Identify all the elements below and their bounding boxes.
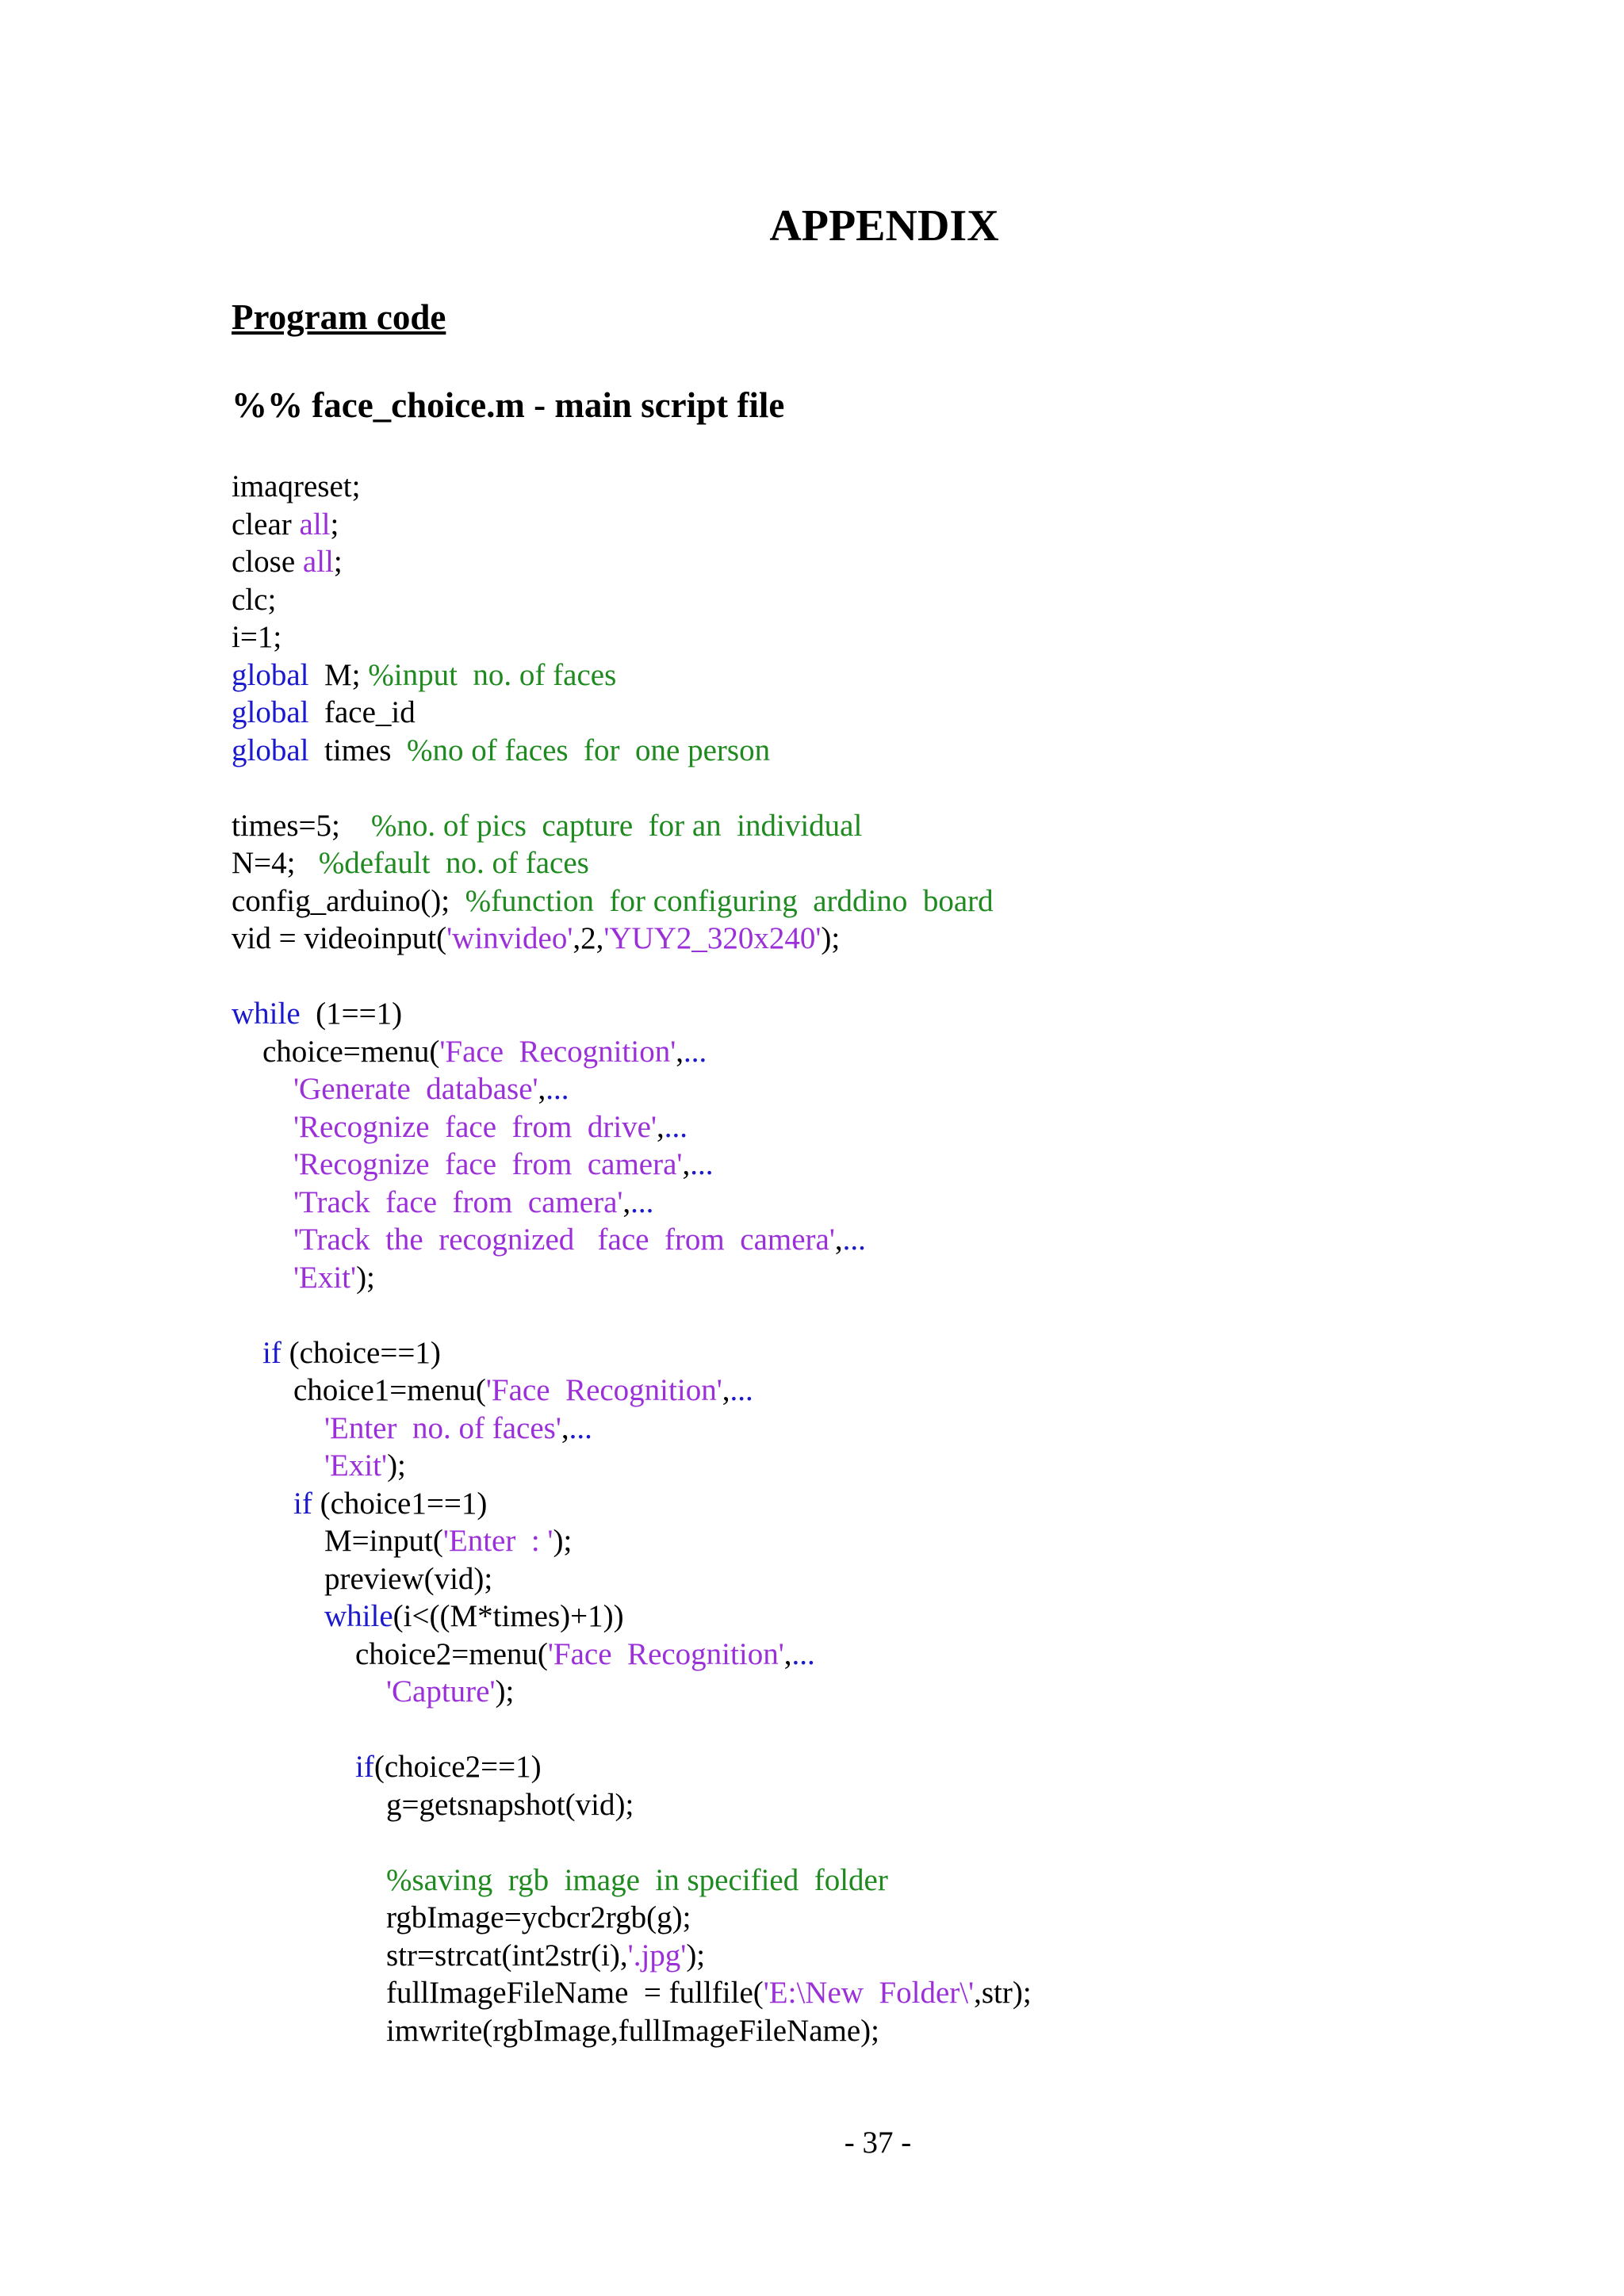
code-line <box>232 2012 1421 2050</box>
code-token-keyword: ... <box>664 1109 688 1144</box>
code-token-string: 'Recognize face from drive' <box>232 1109 657 1144</box>
code-token-normal: clc; <box>232 582 277 617</box>
code-token-comment: %no. of pics capture for an individual <box>370 808 863 843</box>
code-token-normal: M=input( <box>232 1524 443 1558</box>
code-line <box>232 618 1421 656</box>
code-line <box>232 732 1421 770</box>
code-token-normal: imaqreset; <box>232 469 361 503</box>
code-token-normal: times <box>308 733 407 767</box>
code-token-keyword: while <box>232 1599 393 1633</box>
code-token-normal: ); <box>553 1524 573 1558</box>
code-blank-line <box>232 958 1421 996</box>
code-token-keyword: ... <box>842 1223 866 1257</box>
code-line <box>232 920 1421 958</box>
code-line <box>232 844 1421 882</box>
code-line <box>232 1786 1421 1824</box>
code-line <box>232 1108 1421 1146</box>
code-line <box>232 807 1421 845</box>
code-token-comment: %input no. of faces <box>368 657 617 692</box>
page-title: APPENDIX <box>769 201 999 251</box>
code-line <box>232 1033 1421 1071</box>
code-token-normal: ); <box>495 1674 515 1709</box>
code-token-normal: imwrite(rgbImage,fullImageFileName); <box>232 2013 879 2048</box>
code-token-normal: , <box>676 1034 684 1069</box>
code-token-normal: , <box>561 1410 569 1445</box>
code-token-keyword: while <box>232 997 301 1031</box>
code-token-string: 'Face Recognition' <box>485 1373 722 1407</box>
code-token-string: 'Face Recognition' <box>439 1034 676 1069</box>
code-token-keyword: global <box>232 657 309 692</box>
code-token-keyword: if <box>232 1486 312 1521</box>
code-token-normal: close <box>232 545 303 579</box>
code-token-normal: vid = videoinput( <box>232 921 447 955</box>
code-token-string: 'winvideo' <box>446 921 573 955</box>
code-line <box>232 506 1421 544</box>
code-token-normal: preview(vid); <box>232 1561 493 1596</box>
code-token-keyword: ... <box>730 1373 753 1407</box>
code-token-normal: ; <box>330 507 339 541</box>
code-token-normal: (i<((M*times)+1)) <box>393 1599 624 1633</box>
code-line <box>232 1862 1421 1900</box>
code-line <box>232 1899 1421 1937</box>
code-line <box>232 1937 1421 1975</box>
code-token-normal: , <box>783 1636 792 1671</box>
code-token-string: 'Enter no. of faces' <box>232 1410 561 1445</box>
code-token-string: 'Recognize face from camera' <box>232 1147 683 1181</box>
code-token-normal: ,2, <box>573 921 604 955</box>
code-token-normal: times=5; <box>232 808 371 843</box>
code-token-normal: fullImageFileName = fullfile( <box>232 1976 764 2010</box>
code-token-string: 'Track face from camera' <box>232 1184 623 1219</box>
code-line <box>232 1673 1421 1711</box>
code-token-normal: ); <box>387 1448 406 1483</box>
code-line <box>232 1974 1421 2012</box>
code-line <box>232 1146 1421 1184</box>
code-token-normal: str=strcat(int2str(i), <box>232 1938 628 1973</box>
code-token-string: 'YUY2_320x240' <box>603 921 822 955</box>
code-token-keyword: global <box>232 695 309 729</box>
code-line <box>232 694 1421 732</box>
code-token-string: all <box>302 545 334 579</box>
code-token-normal: choice2=menu( <box>232 1636 548 1671</box>
code-token-keyword: ... <box>569 1410 592 1445</box>
code-line <box>232 581 1421 619</box>
code-line <box>232 1372 1421 1410</box>
code-line <box>232 1748 1421 1786</box>
code-token-normal: M; <box>308 657 369 692</box>
code-token-string: 'Exit' <box>232 1260 357 1295</box>
code-line <box>232 1184 1421 1222</box>
code-token-normal: rgbImage=ycbcr2rgb(g); <box>232 1900 691 1934</box>
file-heading: %% face_choice.m - main script file <box>232 385 785 425</box>
code-line <box>232 1522 1421 1560</box>
code-token-normal: (1==1) <box>300 997 403 1031</box>
code-line <box>232 995 1421 1033</box>
code-token-string: 'Exit' <box>232 1448 388 1483</box>
code-token-normal: , <box>682 1147 691 1181</box>
code-line <box>232 1334 1421 1372</box>
code-token-string: 'Generate database' <box>232 1072 538 1106</box>
code-token-keyword: ... <box>630 1184 654 1219</box>
code-token-keyword: if <box>232 1750 374 1784</box>
code-token-keyword: ... <box>690 1147 714 1181</box>
section-heading: Program code <box>232 297 446 337</box>
code-line <box>232 468 1421 506</box>
code-token-normal: i=1; <box>232 620 282 654</box>
code-line <box>232 1636 1421 1674</box>
code-line <box>232 1598 1421 1636</box>
code-token-normal: N=4; <box>232 846 319 880</box>
code-token-normal: face_id <box>308 695 416 729</box>
code-token-comment: %saving rgb image in specified folder <box>232 1862 888 1897</box>
code-line <box>232 1221 1421 1259</box>
code-token-string: all <box>299 507 331 541</box>
page-number: - 37 - <box>844 2126 912 2160</box>
code-token-keyword: ... <box>683 1034 707 1069</box>
code-token-string: 'Face Recognition' <box>547 1636 784 1671</box>
code-blank-line <box>232 1711 1421 1749</box>
code-token-normal: , <box>834 1223 843 1257</box>
code-line <box>232 656 1421 695</box>
code-line <box>232 1560 1421 1598</box>
code-line <box>232 1410 1421 1448</box>
code-token-normal: , <box>622 1184 631 1219</box>
code-token-normal: ,str); <box>974 1976 1032 2010</box>
code-token-normal: (choice==1) <box>281 1335 441 1370</box>
code-token-keyword: global <box>232 733 309 767</box>
code-token-keyword: if <box>232 1335 282 1370</box>
code-line <box>232 1259 1421 1297</box>
code-token-string: '.jpg' <box>627 1938 687 1973</box>
code-token-string: 'E:\New Folder\' <box>763 1976 975 2010</box>
code-line <box>232 1485 1421 1523</box>
code-token-keyword: ... <box>791 1636 815 1671</box>
code-token-normal: ); <box>821 921 841 955</box>
code-token-comment: %default no. of faces <box>318 846 589 880</box>
code-token-normal: (choice2==1) <box>373 1750 542 1784</box>
code-token-normal: ); <box>356 1260 375 1295</box>
code-line <box>232 882 1421 920</box>
code-token-normal: config_arduino(); <box>232 883 465 918</box>
code-token-normal: clear <box>232 507 300 541</box>
code-token-string: 'Track the recognized face from camera' <box>232 1223 835 1257</box>
code-token-string: 'Enter : ' <box>442 1524 553 1558</box>
code-token-normal: , <box>657 1109 665 1144</box>
code-token-comment: %function for configuring arddino board <box>465 883 994 918</box>
code-blank-line <box>232 769 1421 807</box>
code-token-normal: choice=menu( <box>232 1034 440 1069</box>
code-token-normal: g=getsnapshot(vid); <box>232 1787 634 1822</box>
code-token-normal: , <box>538 1072 546 1106</box>
code-block <box>232 468 1421 2049</box>
code-token-normal: (choice1==1) <box>312 1486 488 1521</box>
code-token-normal: ); <box>686 1938 706 1973</box>
code-line <box>232 1447 1421 1485</box>
code-token-normal: choice1=menu( <box>232 1373 486 1407</box>
code-token-normal: ; <box>333 545 343 579</box>
code-blank-line <box>232 1823 1421 1862</box>
code-token-normal: , <box>722 1373 730 1407</box>
code-blank-line <box>232 1296 1421 1334</box>
code-line <box>232 1070 1421 1108</box>
code-line <box>232 543 1421 581</box>
code-token-string: 'Capture' <box>232 1674 496 1709</box>
code-token-comment: %no of faces for one person <box>406 733 771 767</box>
code-token-keyword: ... <box>546 1072 569 1106</box>
